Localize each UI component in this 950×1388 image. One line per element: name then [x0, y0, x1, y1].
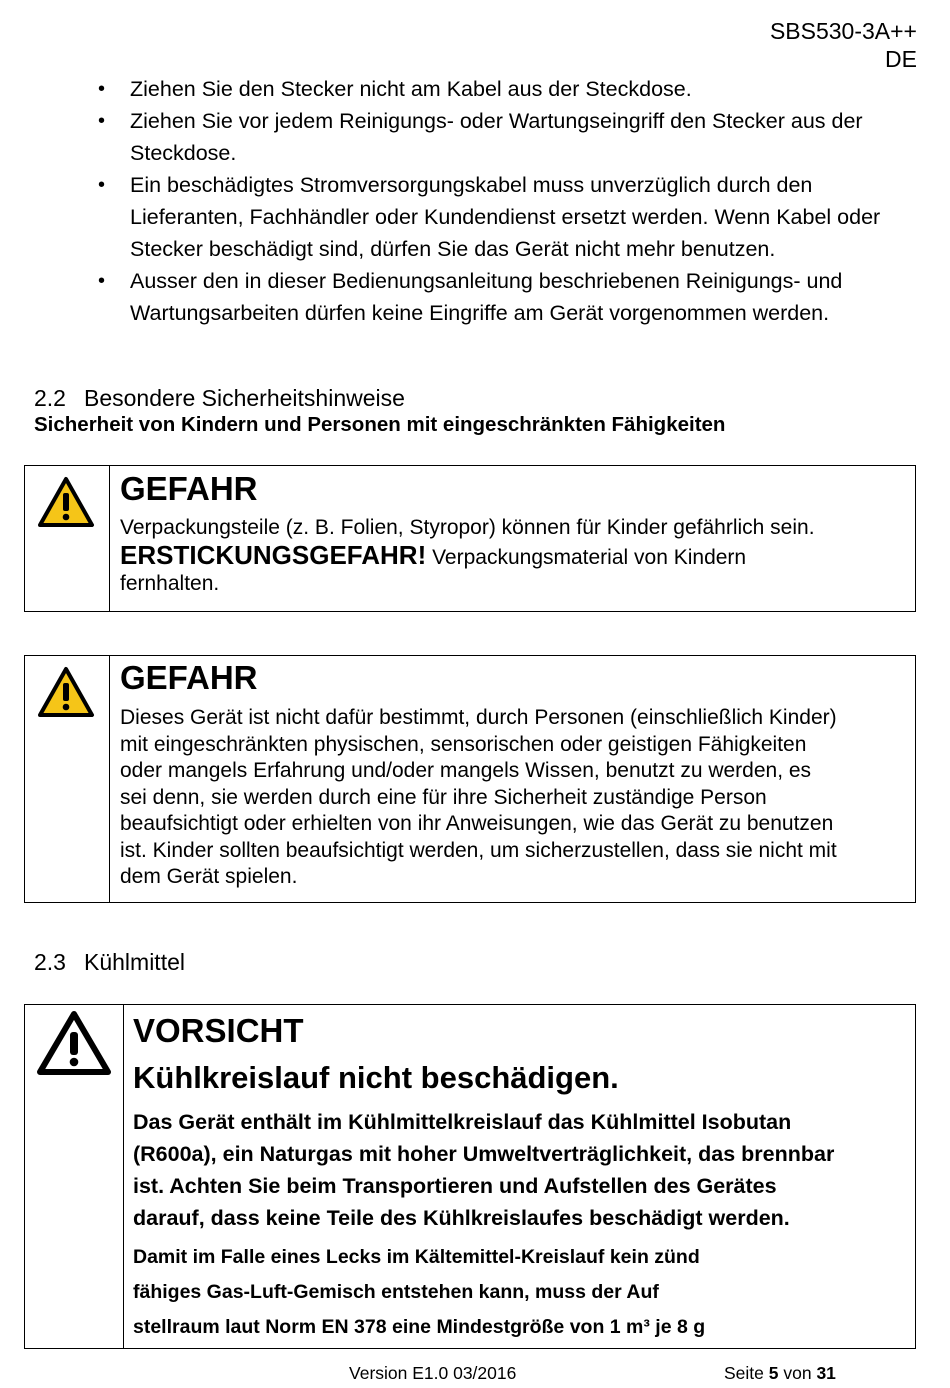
- caution-text-line: darauf, dass keine Teile des Kühlkreislaufes beschädigt werden.: [133, 1206, 790, 1230]
- caution-note-line: stellraum laut Norm EN 378 eine Mindestgröße von 1 m³ je 8 g: [133, 1316, 706, 1338]
- section-title: Besondere Sicherheitshinweise: [84, 385, 405, 411]
- warning-triangle-icon: [37, 666, 95, 718]
- danger-text-line: oder mangels Erfahrung und/oder mangels Wissen, benutzt zu werden, es: [120, 759, 812, 782]
- bullet-icon: •: [98, 110, 106, 132]
- warning-triangle-icon: [37, 476, 95, 528]
- danger-text-line: beaufsichtigt oder erhielten von ihr Anweisungen, wie das Gerät zu benutzen: [120, 812, 834, 835]
- danger-text-line: dem Gerät spielen.: [120, 865, 298, 888]
- caution-subheading: Kühlkreislauf nicht beschädigen.: [133, 1060, 619, 1095]
- bullet-icon: •: [98, 270, 106, 292]
- danger-text-line: sei denn, sie werden durch eine für ihre Sicherheit zuständige Person: [120, 785, 767, 809]
- icon-column: [25, 1005, 124, 1348]
- safety-bullet-list: [98, 73, 918, 329]
- caution-text-line: ist. Achten Sie beim Transportieren und Aufstellen des Gerätes: [133, 1174, 777, 1198]
- danger-content: [120, 469, 915, 598]
- section-title: Kühlmittel: [84, 949, 185, 975]
- list-item: [98, 265, 918, 329]
- caution-text-line: Das Gerät enthält im Kühlmittelkreislauf das Kühlmittel Isobutan: [133, 1110, 792, 1134]
- danger-text-line: [120, 539, 915, 572]
- caution-note-line: Damit im Falle eines Lecks im Kältemittel-Kreislauf kein zünd: [133, 1246, 700, 1268]
- danger-box-packaging: [24, 465, 916, 612]
- danger-text-line: fernhalten.: [120, 572, 220, 595]
- section-number: 2.3: [34, 949, 66, 975]
- icon-column: [25, 656, 110, 902]
- footer-version: Version E1.0 03/2016: [349, 1363, 517, 1383]
- page-label: Seite: [724, 1363, 769, 1383]
- list-item: [98, 169, 918, 265]
- page-label: von: [778, 1363, 817, 1383]
- list-item: [98, 73, 918, 105]
- bullet-text: Ein beschädigtes Stromversorgungskabel muss unverzüglich durch den Lieferanten, Fachhändler oder Kundendienst ersetzt werden. Wenn Kabel oder Stecker beschädigt sind, dürfen Sie das Gerät nicht mehr benutzen.: [130, 173, 881, 261]
- bullet-icon: •: [98, 78, 106, 100]
- footer-page-number: [724, 1362, 836, 1384]
- section-number: 2.2: [34, 385, 66, 411]
- caution-note-line: fähiges Gas-Luft-Gemisch entstehen kann, muss der Auf: [133, 1281, 659, 1303]
- danger-heading: GEFAHR: [120, 470, 258, 507]
- bullet-text: Ziehen Sie vor jedem Reinigungs- oder Wartungseingriff den Stecker aus der Steckdose.: [130, 109, 863, 165]
- page-current: 5: [768, 1363, 779, 1383]
- danger-text-line: Verpackungsteile (z. B. Folien, Styropor) können für Kinder gefährlich sein.: [120, 516, 815, 539]
- document-model: SBS530-3A++: [769, 18, 917, 44]
- danger-text: Verpackungsmaterial von Kindern: [426, 545, 747, 569]
- section-subheading: Sicherheit von Kindern und Personen mit eingeschränkten Fähigkeiten: [34, 413, 726, 436]
- danger-box-persons: [24, 655, 916, 903]
- danger-heading: GEFAHR: [120, 659, 258, 696]
- bullet-text: Ziehen Sie den Stecker nicht am Kabel aus der Steckdose.: [130, 77, 692, 101]
- danger-text-line: mit eingeschränkten physischen, sensorischen oder geistigen Fähigkeiten: [120, 732, 807, 756]
- danger-text-line: ist. Kinder sollten beaufsichtigt werden, um sicherzustellen, dass sie nicht mit: [120, 838, 837, 862]
- bullet-icon: •: [98, 174, 106, 196]
- caution-text: [133, 1106, 915, 1234]
- caution-content: [133, 1006, 915, 1345]
- caution-note: [133, 1240, 915, 1345]
- caution-heading: VORSICHT: [133, 1012, 304, 1049]
- caution-triangle-icon: [35, 1009, 113, 1077]
- danger-content: [120, 658, 915, 891]
- caution-text-line: (R600a), ein Naturgas mit hoher Umweltverträglichkeit, das brennbar: [133, 1142, 835, 1166]
- danger-emphasis: ERSTICKUNGSGEFAHR!: [120, 539, 427, 570]
- section-heading-2-3: [34, 948, 185, 976]
- list-item: [98, 105, 918, 169]
- bullet-text: Ausser den in dieser Bedienungsanleitung beschriebenen Reinigungs- und Wartungsarbeiten dürfen keine Eingriffe am Gerät vorgenommen werden.: [130, 269, 843, 325]
- section-heading-2-2: [34, 384, 405, 412]
- danger-text-line: Dieses Gerät ist nicht dafür bestimmt, durch Personen (einschließlich Kinder): [120, 706, 837, 729]
- icon-column: [25, 466, 110, 611]
- caution-box-coolant: [24, 1004, 916, 1349]
- page-total: 31: [816, 1363, 836, 1383]
- document-language: DE: [885, 46, 917, 72]
